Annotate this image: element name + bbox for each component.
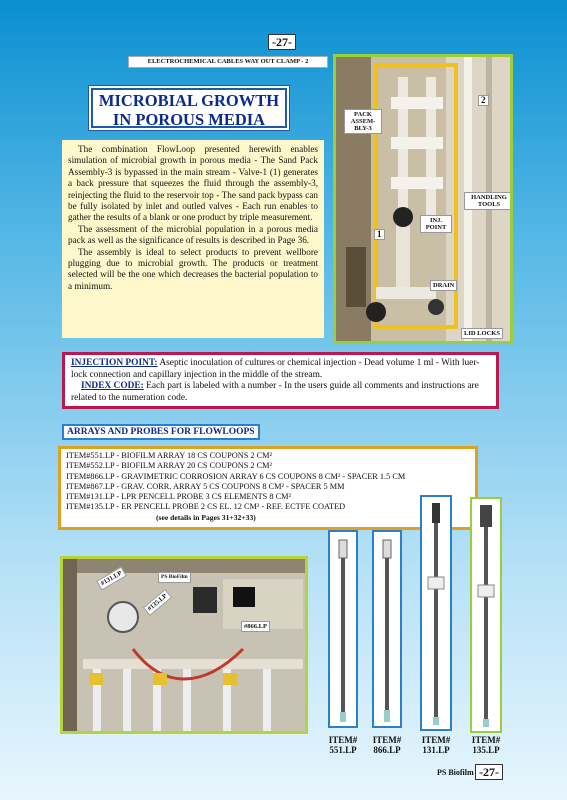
- probe-551-illustration: [330, 532, 356, 726]
- index-code-text: Each part is labeled with a number - In the users guide all comments and instructions are related to the numeration code.: [71, 381, 479, 403]
- page-number-bottom: -27-: [475, 764, 503, 780]
- probe-caption-line: ITEM#: [328, 735, 358, 745]
- probe-131: [420, 495, 452, 731]
- label-handling-tools: HANDLING TOOLS: [464, 192, 513, 210]
- item-row: ITEM#131.LP - LPR PENCELL PROBE 3 CS ELEMENTS 8 CM²: [66, 492, 291, 502]
- probe-131-illustration: [422, 497, 450, 729]
- probe-caption-131: [411, 735, 461, 755]
- description-p1: The combination FlowLoop presented herewith enables simulation of microbial growth in porous media - The Sand Pack Assembly-3 is bypassed in the main stream - Valve-1 (1) generates a back pressure that squeezes the fluid through the assembly-3, reinjecting the fluid to the reservoir top - The sand pack bypass can be fully isolated by inlet and outled valves - Each run enables to gather the results of a blank or one product by triple measurement.: [68, 144, 318, 223]
- label-135-lp: #135.LP: [143, 589, 172, 616]
- title-line-2: IN POROUS MEDIA: [112, 110, 266, 129]
- label-two: 2: [478, 95, 489, 106]
- description-p2: The assessment of the microbial population in a porous media pack as well as the significance of results is described in Page 36.: [68, 223, 318, 246]
- page-title: [91, 88, 287, 128]
- description-p3: The assembly is ideal to select products to prevent wellbore plugging due to microbial growth. The products or treatment selected will be the one which decreases the bacterial population to a minimum.: [68, 246, 318, 291]
- section-heading: ARRAYS AND PROBES FOR FLOWLOOPS: [62, 424, 260, 440]
- item-row: ITEM#867.LP - GRAV. CORR. ARRAY 5 CS COUPONS 8 CM² - SPACER 5 MM: [66, 481, 345, 491]
- label-pack-assembly: PACK ASSEM-BLY-3: [344, 109, 382, 134]
- probe-caption-line: ITEM#: [471, 735, 501, 745]
- probe-caption-line: 551.LP: [329, 745, 357, 755]
- cables-strip: ELECTROCHEMICAL CABLES WAY OUT CLAMP - 2: [128, 56, 328, 68]
- flowloop-photo: [333, 54, 513, 344]
- probe-caption-line: 131.LP: [422, 745, 450, 755]
- probe-caption-line: 866.LP: [373, 745, 401, 755]
- probe-caption-line: 135.LP: [472, 745, 500, 755]
- probe-551: [328, 530, 358, 728]
- item-row: ITEM#135.LP - ER PENCELL PROBE 2 CS EL. 12 CM² - REF. ECTFE COATED: [66, 502, 346, 512]
- item-row: ITEM#866.LP - GRAVIMETRIC CORROSION ARRAY 6 CS COUPONS 8 CM² - SPACER 1.5 CM: [66, 471, 406, 481]
- probe-caption-551: [318, 735, 368, 755]
- probe-866-illustration: [374, 532, 400, 726]
- page-number-top: -27-: [268, 34, 296, 50]
- index-code-label: INDEX CODE:: [81, 381, 144, 391]
- probe-866: [372, 530, 402, 728]
- probe-caption-line: ITEM#: [421, 735, 451, 745]
- probe-caption-866: [362, 735, 412, 755]
- index-code-paragraph: [71, 381, 490, 404]
- probe-caption-line: ITEM#: [372, 735, 402, 745]
- label-866-lp: #866.LP: [241, 621, 270, 632]
- probe-135-illustration: [472, 499, 500, 731]
- photo-brand-label: PS BioFilm: [158, 572, 191, 583]
- probe-caption-135: [461, 735, 511, 755]
- items-note: (see details in Pages 31+32+33): [156, 512, 256, 522]
- probe-135: [470, 497, 502, 733]
- injection-paragraph: [71, 358, 490, 381]
- label-drain: DRAIN: [430, 280, 457, 291]
- item-row: ITEM#552.LP - BIOFILM ARRAY 20 CS COUPONS 2 CM²: [66, 461, 273, 471]
- arrays-photo: [60, 556, 308, 734]
- injection-point-label: INJECTION POINT:: [71, 358, 158, 368]
- items-list: [58, 446, 478, 530]
- description-box: [62, 140, 324, 338]
- label-injection-point: INJ. POINT: [420, 215, 452, 233]
- label-131-lp: #131.LP: [96, 567, 127, 591]
- label-lid-locks: LID LOCKS: [461, 328, 503, 339]
- injection-box: [62, 352, 499, 409]
- title-line-1: MICROBIAL GROWTH: [98, 91, 280, 110]
- item-row: ITEM#551.LP - BIOFILM ARRAY 18 CS COUPONS 2 CM²: [66, 451, 273, 460]
- footer-brand: PS Biofilm: [437, 768, 474, 777]
- injection-point-text: Aseptic inoculation of cultures or chemical injection - Dead volume 1 ml - With luer-lock connection and capillary injection in the middle of the stream.: [71, 358, 480, 380]
- label-one: 1: [374, 229, 385, 240]
